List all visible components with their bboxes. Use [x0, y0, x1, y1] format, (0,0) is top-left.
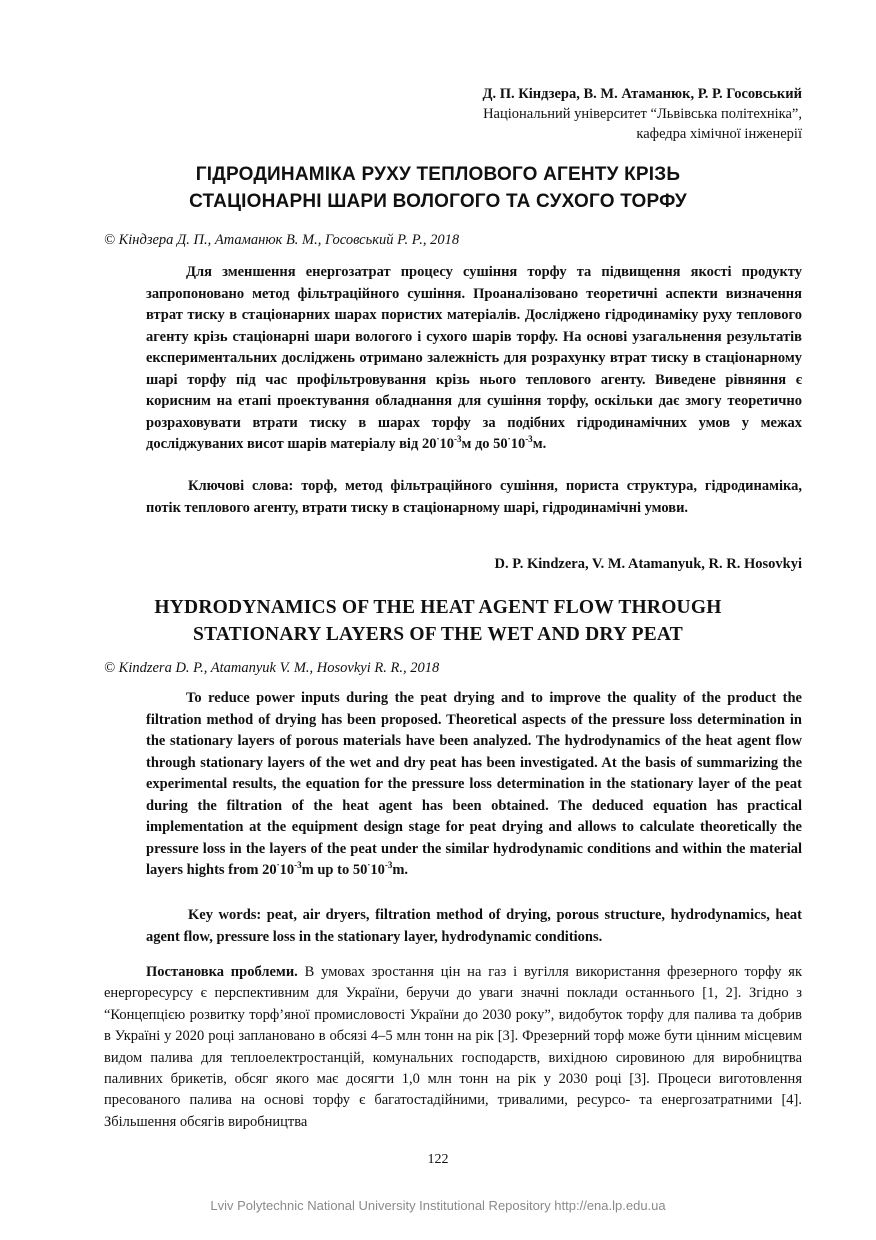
abstract-en-text: To reduce power inputs during the peat drying and to improve the quality of the product the filtration method of drying has been proposed. Theoretical aspects of the pressure loss determination in the stationary layers of porous materials have been analyzed. The hydrodynamics of the heat agent flow through stationary layers of the wet and dry peat has been investigated. At the basis of summarizing the experimental results, the equation for the pressure loss determination in the stationary layer of the peat during the filtration of the heat agent has been obtained. The deduced equation has practical implementation at the equipment design stage for peat drying and allows to calculate theoretically the pressure loss in the layers of the peat under the similar hydrodynamic conditions and within the material layers hights from [146, 690, 802, 878]
abstract-en-range-unit-a: m up to [301, 862, 353, 878]
abstract-ua-range-d: 10 [510, 436, 526, 452]
abstract-en-range-a: 20 [262, 862, 277, 878]
authors-block-ua [482, 84, 802, 144]
title-en [100, 594, 776, 648]
copyright-ua: © Кіндзера Д. П., Атаманюк В. М., Госовський Р. Р., 2018 [104, 232, 460, 248]
abstract-ua-range-exp-b: -3 [525, 434, 533, 445]
body-text: В умовах зростання цін на газ і вугілля використання фрезерного торфу як енергоресурсу є перспективним для України, беручи до уваги значні поклади останнього [1, 2]. Згідно з “Концепцією розвитку торф’яної промисловості України до 2030 року”, видобуток торфу для палива та добрив в Україні у 2020 році заплановано в обсязі 4–5 млн тонн на рік [3]. Фрезерний торф може бути цінним місцевим видом палива для теплоелектростанцій, комунальних господарств, вихідною сировиною для виробництва паливних брикетів, обсяг якого має досягти 1,0 млн тонн на рік у 2030 році [3]. Процеси виготовлення пресованого палива на основі торфу є багатостадійними, тривалими, ресурсо- та енергозатратними [4]. Збільшення обсягів виробництва [104, 964, 802, 1130]
repository-footer: Lviv Polytechnic National University Institutional Repository http://ena.lp.edu.ua [210, 1198, 666, 1213]
abstract-en-range-exp-a: -3 [294, 860, 302, 871]
affiliation-line-2: кафедра хімічної інженерії [636, 126, 802, 142]
keywords-ua [146, 476, 802, 519]
abstract-en-range-exp-b: -3 [384, 860, 393, 871]
abstract-ua-range-dot-b: · [507, 434, 511, 445]
abstract-ua-range-unit-a: м до [461, 436, 494, 452]
abstract-ua-range-dot-a: · [436, 434, 440, 445]
page-number: 122 [427, 1152, 449, 1167]
title-ua-line-1: ГІДРОДИНАМІКА РУХУ ТЕПЛОВОГО АГЕНТУ КРІЗЬ [195, 164, 681, 185]
keywords-en [146, 905, 802, 948]
abstract-ua-range-exp-a: -3 [453, 434, 462, 445]
abstract-ua-range-a: 20 [421, 436, 437, 452]
abstract-en-range-dot-b: · [367, 860, 371, 871]
keywords-ua-text: Ключові слова: торф, метод фільтраційного сушіння, пориста структура, гідродинаміка, потік теплового агенту, втрати тиску в стаціонарному шарі, гідродинамічні умови. [146, 478, 802, 516]
body-paragraph [104, 962, 802, 1133]
abstract-en-range-d: 10 [370, 862, 385, 878]
title-ua-line-2: СТАЦІОНАРНІ ШАРИ ВОЛОГОГО ТА СУХОГО ТОРФУ [189, 191, 687, 212]
abstract-ua [146, 262, 802, 456]
affiliation-line-1: Національний університет “Львівська політехніка”, [483, 106, 802, 122]
title-en-line-1: HYDRODYNAMICS OF THE HEAT AGENT FLOW THROUGH [154, 597, 722, 618]
authors-ua: Д. П. Кіндзера, В. М. Атаманюк, Р. Р. Госовський [482, 86, 802, 102]
abstract-en-range-unit-b: m. [392, 862, 409, 878]
abstract-ua-range-b: 10 [439, 436, 454, 452]
title-ua [100, 161, 776, 215]
abstract-en-range-dot-a: · [276, 860, 280, 871]
copyright-en: © Kindzera D. P., Atamanyuk V. M., Hosovkyi R. R., 2018 [104, 660, 440, 676]
abstract-ua-range-c: 50 [493, 436, 508, 452]
abstract-ua-text: Для зменшення енергозатрат процесу сушіння торфу та підвищення якості продукту запропоновано метод фільтраційного сушіння. Проаналізовано теоретичні аспекти визначення втрат тиску в стаціонарних шарах пористих матеріалів. Досліджено гідродинаміку руху теплового агенту крізь стаціонарні шари вологого і сухого шарів торфу. На основі узагальнення результатів експериментальних досліджень отримано залежність для розрахунку втрат тиску в стаціонарному шарі торфу під час профільтровування крізь нього теплового агенту. Виведене рівняння є корисним на етапі проектування обладнання для сушіння торфу, оскільки дає змогу теоретично розраховувати втрати тиску в шарах торфу за подібних гідродинамічних умов у межах досліджуваних висот шарів матеріалу від [146, 264, 802, 452]
abstract-en [146, 688, 802, 882]
abstract-en-range-c: 50 [352, 862, 368, 878]
abstract-en-range-b: 10 [279, 862, 295, 878]
authors-en: D. P. Kindzera, V. M. Atamanyuk, R. R. Hosovkyi [494, 556, 802, 572]
keywords-en-text: Key words: peat, air dryers, filtration method of drying, porous structure, hydrodynamics, heat agent flow, pressure loss in the stationary layer, hydrodynamic conditions. [146, 907, 802, 945]
title-en-line-2: STATIONARY LAYERS OF THE WET AND DRY PEAT [193, 624, 683, 645]
section-lead: Постановка проблеми. [146, 964, 298, 980]
abstract-ua-range-unit-b: м. [532, 436, 547, 452]
